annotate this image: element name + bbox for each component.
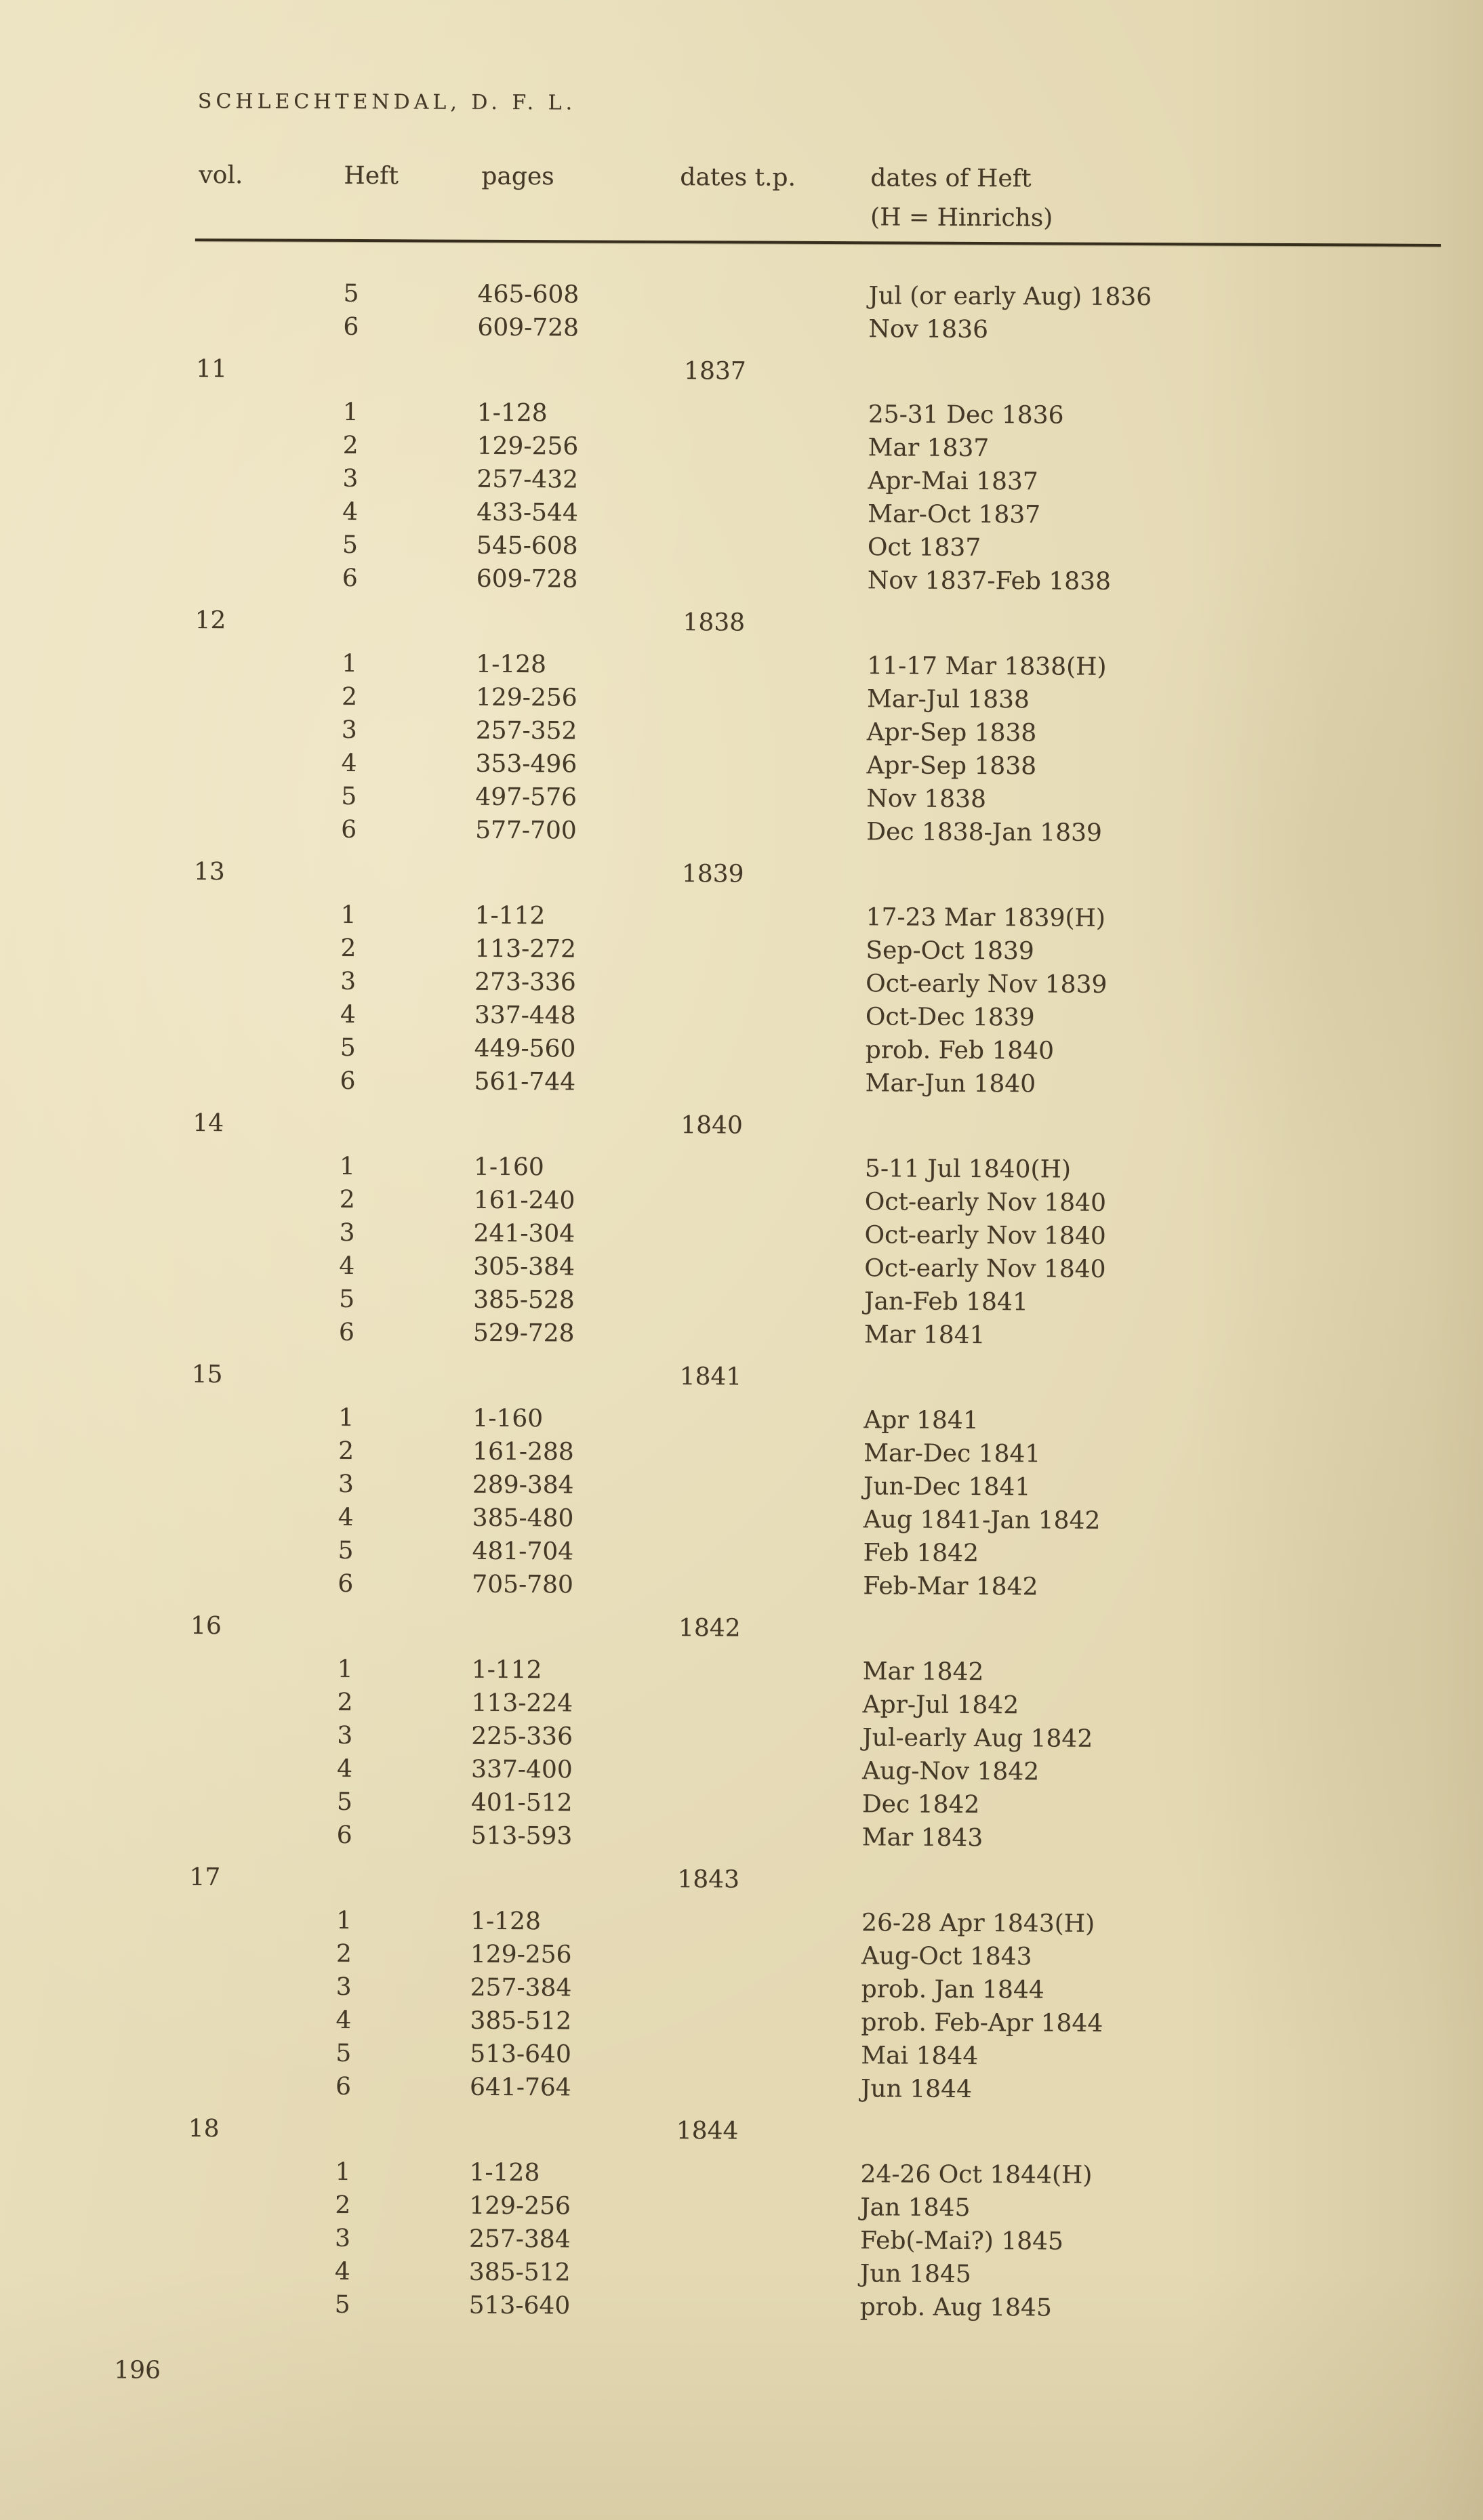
cell-date-of-heft: Oct-early Nov 1840 <box>864 1221 1106 1250</box>
cell-date-of-heft: Nov 1838 <box>866 785 987 814</box>
cell-date-of-heft: Feb 1842 <box>863 1539 979 1568</box>
table-row <box>0 603 1482 643</box>
cell-heft: 4 <box>338 1503 354 1531</box>
cell-pages: 129-256 <box>469 2191 571 2221</box>
cell-heft: 3 <box>340 967 357 995</box>
cell-heft: 3 <box>342 464 359 493</box>
cell-heft: 4 <box>342 497 359 526</box>
cell-heft: 3 <box>338 1470 354 1498</box>
cell-vol: 14 <box>192 1109 224 1138</box>
cell-date-of-heft: Mar-Jun 1840 <box>865 1069 1036 1098</box>
cell-pages: 481-704 <box>472 1537 574 1566</box>
cell-heft: 4 <box>334 2257 350 2286</box>
cell-pages: 337-448 <box>474 1001 576 1030</box>
cell-heft: 3 <box>341 716 357 744</box>
cell-heft: 2 <box>335 2191 351 2219</box>
cell-pages: 257-432 <box>476 465 579 494</box>
cell-pages: 545-608 <box>476 531 578 560</box>
cell-pages: 529-728 <box>472 1319 575 1348</box>
cell-date-of-heft: Apr-Jul 1842 <box>862 1691 1019 1720</box>
cell-pages: 385-480 <box>472 1504 574 1533</box>
cell-heft: 6 <box>338 1569 354 1598</box>
cell-date-of-heft: Oct-early Nov 1840 <box>864 1254 1106 1283</box>
cell-date-of-heft: Mar 1842 <box>862 1657 984 1687</box>
cell-date-tp: 1844 <box>676 2117 739 2145</box>
cell-date-of-heft: Oct-early Nov 1840 <box>864 1188 1106 1217</box>
cell-date-of-heft: Dec 1842 <box>861 1790 980 1819</box>
cell-date-of-heft: prob. Feb 1840 <box>865 1036 1055 1065</box>
cell-date-of-heft: Jun 1845 <box>859 2260 971 2288</box>
cell-heft: 4 <box>337 1754 353 1783</box>
cell-vol: 12 <box>195 606 226 635</box>
cell-date-of-heft: Feb(-Mai?) 1845 <box>859 2227 1063 2256</box>
cell-vol: 17 <box>189 1863 221 1892</box>
cell-pages: 257-384 <box>470 1973 572 2002</box>
cell-pages: 1-128 <box>470 1907 541 1936</box>
cell-pages: 641-764 <box>469 2073 571 2102</box>
cell-date-tp: 1841 <box>679 1363 742 1391</box>
cell-pages: 385-512 <box>470 2006 572 2036</box>
cell-date-of-heft: Jun-Dec 1841 <box>863 1472 1031 1502</box>
cell-date-of-heft: Apr-Mai 1837 <box>868 467 1038 496</box>
cell-date-tp: 1840 <box>680 1111 743 1140</box>
cell-pages: 1-128 <box>476 398 548 428</box>
cell-heft: 6 <box>335 2072 352 2101</box>
cell-pages: 513-640 <box>468 2291 571 2320</box>
cell-date-of-heft: prob. Feb-Apr 1844 <box>861 2008 1103 2038</box>
cell-date-of-heft: Jun 1844 <box>860 2075 973 2103</box>
cell-heft: 2 <box>341 682 357 711</box>
cell-date-of-heft: Mar 1843 <box>861 1823 983 1853</box>
cell-heft: 1 <box>338 1403 354 1432</box>
cell-date-of-heft: Mar 1837 <box>868 434 990 463</box>
cell-date-of-heft: Sep-Oct 1839 <box>866 936 1034 966</box>
cell-heft: 2 <box>342 431 359 459</box>
cell-heft: 5 <box>336 1788 352 1816</box>
column-header-vol: vol. <box>199 161 243 190</box>
cell-pages: 433-544 <box>476 498 578 527</box>
cell-heft: 3 <box>334 2224 351 2252</box>
column-header-dates-tp: dates t.p. <box>680 163 796 192</box>
cell-pages: 337-400 <box>471 1755 573 1784</box>
cell-pages: 113-224 <box>471 1689 573 1718</box>
cell-date-of-heft: 5-11 Jul 1840(H) <box>864 1155 1072 1184</box>
cell-pages: 609-728 <box>476 564 578 594</box>
cell-pages: 289-384 <box>472 1470 574 1500</box>
cell-date-of-heft: Apr-Sep 1838 <box>866 718 1037 747</box>
cell-heft: 1 <box>335 2157 351 2186</box>
cell-heft: 5 <box>339 1285 355 1313</box>
column-header-pages: pages <box>481 162 554 191</box>
table-row <box>0 1315 1478 1355</box>
cell-pages: 1-128 <box>476 650 547 679</box>
cell-pages: 129-256 <box>476 432 579 461</box>
cell-heft: 6 <box>338 1318 354 1346</box>
cell-pages: 497-576 <box>475 783 577 812</box>
cell-heft: 2 <box>338 1437 354 1465</box>
cell-date-of-heft: Jan-Feb 1841 <box>864 1287 1028 1317</box>
cell-pages: 1-128 <box>469 2158 540 2187</box>
table-row <box>0 1106 1479 1146</box>
cell-heft: 5 <box>336 2039 352 2067</box>
cell-heft: 5 <box>343 279 359 308</box>
cell-heft: 1 <box>336 1906 352 1935</box>
cell-date-of-heft: Oct-Dec 1839 <box>865 1003 1035 1032</box>
cell-date-of-heft: Jan 1845 <box>860 2193 971 2222</box>
table-row <box>0 1357 1478 1397</box>
cell-heft: 1 <box>342 398 359 427</box>
table-row <box>0 560 1482 600</box>
cell-date-of-heft: Oct-early Nov 1839 <box>866 970 1108 999</box>
cell-pages: 129-256 <box>470 1940 572 1969</box>
cell-heft: 5 <box>338 1536 354 1565</box>
cell-heft: 1 <box>339 1152 355 1180</box>
cell-date-of-heft: Mai 1844 <box>861 2042 979 2071</box>
table-row <box>0 2111 1475 2151</box>
cell-pages: 161-288 <box>472 1437 574 1466</box>
cell-pages: 1-160 <box>472 1404 544 1433</box>
cell-vol: 13 <box>193 857 225 886</box>
cell-pages: 273-336 <box>474 968 576 997</box>
cell-heft: 4 <box>341 749 357 777</box>
table-row <box>0 1817 1476 1857</box>
table-rule <box>195 239 1441 247</box>
cell-pages: 1-160 <box>473 1153 544 1182</box>
cell-heft: 2 <box>340 934 357 962</box>
table-row <box>0 1063 1480 1103</box>
cell-pages: 257-352 <box>475 716 577 745</box>
cell-heft: 5 <box>334 2290 350 2319</box>
cell-date-of-heft: 25-31 Dec 1836 <box>868 400 1064 430</box>
cell-pages: 609-728 <box>477 313 580 342</box>
table-row <box>0 1566 1477 1606</box>
table-row <box>0 1609 1477 1649</box>
cell-vol: 15 <box>191 1360 223 1389</box>
cell-pages: 225-336 <box>471 1722 573 1751</box>
table-body <box>0 276 1483 2327</box>
cell-date-of-heft: Mar-Jul 1838 <box>866 685 1030 714</box>
table-row <box>0 309 1482 349</box>
cell-date-of-heft: Feb-Mar 1842 <box>863 1572 1038 1601</box>
cell-heft: 3 <box>336 1972 352 2001</box>
cell-heft: 6 <box>340 1067 356 1095</box>
cell-pages: 513-640 <box>470 2040 571 2069</box>
table-row <box>0 2069 1475 2109</box>
cell-date-of-heft: Apr-Sep 1838 <box>866 751 1037 781</box>
table-row <box>0 2287 1474 2327</box>
cell-date-of-heft: 17-23 Mar 1839(H) <box>866 903 1105 932</box>
cell-pages: 257-384 <box>468 2225 571 2254</box>
cell-pages: 561-744 <box>474 1067 576 1096</box>
cell-date-tp: 1843 <box>677 1865 740 1894</box>
cell-pages: 241-304 <box>473 1219 575 1248</box>
cell-heft: 4 <box>336 2006 352 2034</box>
table-row <box>0 854 1480 894</box>
cell-pages: 385-528 <box>473 1285 575 1315</box>
cell-heft: 2 <box>336 1939 352 1968</box>
cell-date-tp: 1838 <box>683 608 746 637</box>
cell-pages: 577-700 <box>475 816 577 845</box>
cell-date-of-heft: Mar 1841 <box>864 1321 986 1350</box>
cell-pages: 1-112 <box>471 1655 542 1685</box>
cell-date-tp: 1839 <box>681 860 744 888</box>
running-head: SCHLECHTENDAL, D. F. L. <box>197 89 577 115</box>
cell-heft: 3 <box>339 1218 355 1247</box>
cell-heft: 1 <box>337 1655 353 1683</box>
cell-heft: 3 <box>337 1721 353 1750</box>
cell-pages: 401-512 <box>470 1788 573 1817</box>
table-row <box>0 812 1480 852</box>
cell-heft: 2 <box>339 1185 355 1214</box>
cell-pages: 465-608 <box>477 280 580 309</box>
cell-heft: 6 <box>336 1821 352 1849</box>
cell-date-of-heft: Nov 1836 <box>868 315 989 344</box>
cell-date-of-heft: Mar-Dec 1841 <box>864 1439 1041 1468</box>
cell-date-of-heft: 26-28 Apr 1843(H) <box>861 1909 1095 1938</box>
cell-heft: 5 <box>340 1033 356 1062</box>
cell-date-of-heft: Mar-Oct 1837 <box>868 500 1041 529</box>
column-header-dates-of-heft: dates of Heft <box>870 164 1032 193</box>
cell-pages: 129-256 <box>475 683 577 712</box>
cell-heft: 5 <box>341 782 357 810</box>
cell-vol: 16 <box>190 1611 222 1640</box>
cell-heft: 2 <box>337 1688 353 1716</box>
cell-date-of-heft: Oct 1837 <box>867 533 981 562</box>
cell-pages: 353-496 <box>475 749 577 779</box>
cell-pages: 305-384 <box>473 1252 575 1281</box>
cell-date-tp: 1842 <box>678 1614 741 1643</box>
table-row <box>0 1860 1476 1900</box>
cell-date-of-heft: Aug 1841-Jan 1842 <box>863 1506 1101 1535</box>
cell-date-of-heft: prob. Jan 1844 <box>861 1975 1044 2004</box>
cell-pages: 161-240 <box>473 1186 575 1215</box>
cell-vol: 18 <box>188 2114 220 2143</box>
cell-pages: 1-112 <box>474 901 546 930</box>
cell-date-of-heft: 24-26 Oct 1844(H) <box>860 2160 1093 2189</box>
page-number: 196 <box>114 2356 161 2384</box>
cell-pages: 113-272 <box>474 934 577 964</box>
cell-date-tp: 1837 <box>684 357 746 386</box>
column-header-hinrichs-note: (H = Hinrichs) <box>870 203 1053 232</box>
cell-date-of-heft: Nov 1837-Feb 1838 <box>867 566 1111 596</box>
cell-pages: 513-593 <box>470 1821 573 1851</box>
cell-date-of-heft: prob. Aug 1845 <box>859 2293 1052 2322</box>
cell-heft: 5 <box>342 531 358 559</box>
cell-heft: 6 <box>343 312 359 342</box>
cell-date-of-heft: Dec 1838-Jan 1839 <box>866 818 1102 847</box>
cell-heft: 6 <box>341 815 357 844</box>
cell-date-of-heft: Jul-early Aug 1842 <box>862 1724 1093 1753</box>
cell-pages: 449-560 <box>474 1034 576 1063</box>
cell-date-of-heft: Jul (or early Aug) 1836 <box>868 282 1152 312</box>
cell-heft: 1 <box>340 901 357 929</box>
table-row <box>0 352 1482 392</box>
cell-pages: 705-780 <box>472 1570 573 1599</box>
cell-heft: 6 <box>342 564 358 592</box>
cell-vol: 11 <box>196 354 228 384</box>
cell-date-of-heft: 11-17 Mar 1838(H) <box>867 652 1107 681</box>
cell-date-of-heft: Aug-Nov 1842 <box>861 1757 1040 1786</box>
cell-date-of-heft: Aug-Oct 1843 <box>861 1942 1032 1971</box>
cell-heft: 4 <box>339 1252 355 1280</box>
cell-pages: 385-512 <box>468 2258 571 2287</box>
column-header-heft: Heft <box>344 161 399 190</box>
cell-heft: 1 <box>342 649 358 678</box>
cell-heft: 4 <box>340 1000 356 1029</box>
cell-date-of-heft: Apr 1841 <box>864 1406 979 1435</box>
